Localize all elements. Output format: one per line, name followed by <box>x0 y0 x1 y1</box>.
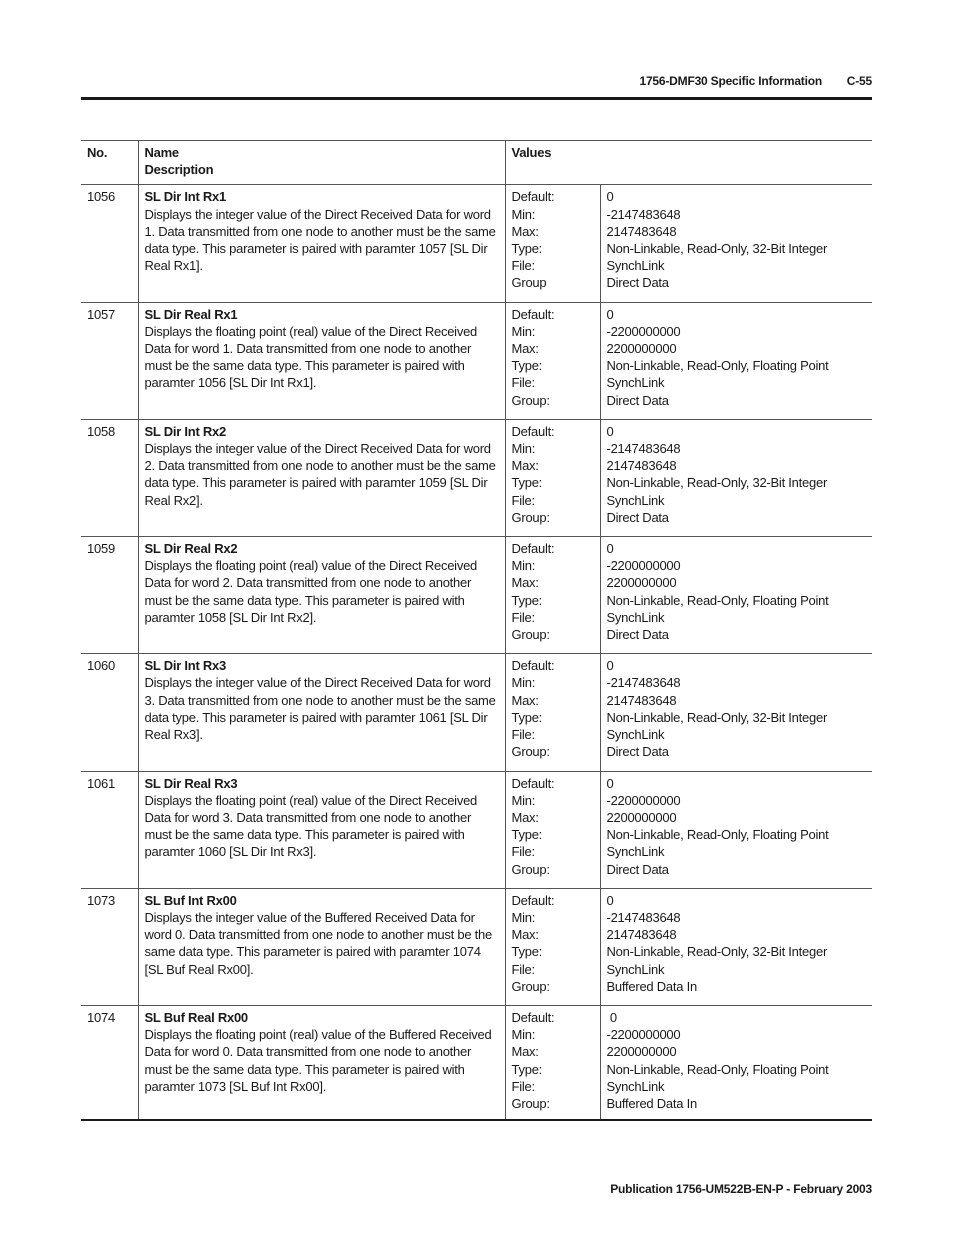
value-label: Min: <box>511 558 536 574</box>
value-text: Direct Data <box>606 275 669 291</box>
value-label: File: <box>511 727 535 743</box>
value-label: File: <box>511 609 535 625</box>
value-label: File: <box>511 492 535 508</box>
column-header-name <box>138 141 505 185</box>
parameter-table <box>81 140 872 1121</box>
value-label: Group: <box>511 744 550 760</box>
param-name: SL Dir Real Rx2 <box>144 541 238 557</box>
value-label: Type: <box>511 358 543 374</box>
value-text: 0 <box>606 775 614 791</box>
param-name-description <box>138 888 505 1005</box>
param-value-labels <box>505 537 600 654</box>
value-text: Non-Linkable, Read-Only, Floating Point <box>606 827 829 843</box>
param-name: SL Dir Real Rx1 <box>144 306 238 322</box>
value-text: SynchLink <box>606 961 665 977</box>
value-text: Non-Linkable, Read-Only, 32-Bit Integer <box>606 709 828 725</box>
column-header-values: Values <box>505 141 872 185</box>
value-label: File: <box>511 375 535 391</box>
param-number: 1056 <box>81 185 138 302</box>
param-description: Displays the floating point (real) value of the Direct Received Data for word 2. Data transmitted from one node to another must be the same data type. This parameter is paired with paramter 1058 [SL Dir Int Rx2]. <box>144 558 478 625</box>
param-number: 1073 <box>81 888 138 1005</box>
param-value-labels <box>505 1005 600 1120</box>
param-description: Displays the integer value of the Direct Received Data for word 2. Data transmitted from one node to another must be the same data type. This parameter is paired with paramter 1059 [SL Dir Real Rx2]. <box>144 441 496 508</box>
value-text: Non-Linkable, Read-Only, Floating Point <box>606 1061 829 1077</box>
param-value-labels <box>505 888 600 1005</box>
param-values <box>600 771 872 888</box>
value-label: Group: <box>511 627 550 643</box>
table-row <box>81 771 872 888</box>
param-name: SL Dir Real Rx3 <box>144 775 238 791</box>
value-label: Min: <box>511 323 536 339</box>
column-header-no: No. <box>81 141 138 185</box>
value-text: -2200000000 <box>606 558 681 574</box>
value-label: Max: <box>511 927 539 943</box>
param-description: Displays the integer value of the Direct Received Data for word 3. Data transmitted from one node to another must be the same data type. This parameter is paired with paramter 1061 [SL Dir Real Rx3]. <box>144 675 496 743</box>
value-label: Default: <box>511 892 555 908</box>
value-text: -2147483648 <box>606 206 681 222</box>
param-values <box>600 302 872 419</box>
param-name-description <box>138 654 505 771</box>
value-label: Max: <box>511 575 539 591</box>
value-text: Direct Data <box>606 627 669 643</box>
value-label: Min: <box>511 909 536 925</box>
value-text: Non-Linkable, Read-Only, 32-Bit Integer <box>606 944 828 960</box>
table-header-row <box>81 141 872 185</box>
value-text: SynchLink <box>606 609 665 625</box>
param-number: 1061 <box>81 771 138 888</box>
value-text: Buffered Data In <box>606 1095 697 1111</box>
value-text: -2147483648 <box>606 675 681 691</box>
param-name-description <box>138 537 505 654</box>
param-value-labels <box>505 771 600 888</box>
value-text: 0 <box>606 541 614 557</box>
value-text: SynchLink <box>606 844 665 860</box>
value-label: Type: <box>511 827 543 843</box>
param-values <box>600 419 872 536</box>
value-text: Non-Linkable, Read-Only, Floating Point <box>606 358 829 374</box>
value-text: 2147483648 <box>606 223 677 239</box>
value-text: 2147483648 <box>606 692 677 708</box>
param-value-labels <box>505 302 600 419</box>
param-name: SL Dir Int Rx2 <box>144 423 227 439</box>
value-label: Min: <box>511 675 536 691</box>
table-row <box>81 888 872 1005</box>
value-label: Max: <box>511 692 539 708</box>
value-label: Group: <box>511 509 550 525</box>
value-text: 0 <box>606 189 614 205</box>
value-label: Type: <box>511 241 543 257</box>
value-text: Direct Data <box>606 392 669 408</box>
param-values <box>600 537 872 654</box>
table-row <box>81 1005 872 1120</box>
value-label: Group: <box>511 1095 550 1111</box>
value-text: Non-Linkable, Read-Only, 32-Bit Integer <box>606 241 828 257</box>
value-text: Direct Data <box>606 744 669 760</box>
value-label: Default: <box>511 658 555 674</box>
param-number: 1058 <box>81 419 138 536</box>
value-text: -2200000000 <box>606 792 681 808</box>
value-label: Min: <box>511 441 536 457</box>
param-value-labels <box>505 419 600 536</box>
param-number: 1074 <box>81 1005 138 1120</box>
value-label: Default: <box>511 189 555 205</box>
param-description: Displays the integer value of the Direct Received Data for word 1. Data transmitted from one node to another must be the same data type. This parameter is paired with paramter 1057 [SL Dir Real Rx1]. <box>144 206 496 274</box>
value-text: Non-Linkable, Read-Only, 32-Bit Integer <box>606 475 828 491</box>
param-number: 1060 <box>81 654 138 771</box>
param-description: Displays the floating point (real) value of the Buffered Received Data for word 0. Data transmitted from one node to another must be the same data type. This parameter is paired with paramter 1073 [SL Buf Int Rx00]. <box>144 1027 492 1094</box>
param-name: SL Buf Real Rx00 <box>144 1009 248 1025</box>
value-label: Max: <box>511 458 539 474</box>
param-name: SL Buf Int Rx00 <box>144 892 237 908</box>
value-label: Group: <box>511 861 550 877</box>
value-text: Direct Data <box>606 509 669 525</box>
table-row <box>81 537 872 654</box>
value-label: Group: <box>511 392 550 408</box>
value-label: Default: <box>511 775 555 791</box>
table-row <box>81 419 872 536</box>
value-text: 2200000000 <box>606 809 677 825</box>
value-label: Group <box>511 275 547 291</box>
value-label: Type: <box>511 592 543 608</box>
value-text: -2147483648 <box>606 909 681 925</box>
value-text: Direct Data <box>606 861 669 877</box>
column-header-description-label: Description <box>144 162 214 178</box>
value-label: Default: <box>511 541 555 557</box>
param-values <box>600 888 872 1005</box>
param-name: SL Dir Int Rx1 <box>144 189 227 205</box>
value-label: Default: <box>511 1009 555 1025</box>
value-label: Min: <box>511 792 536 808</box>
param-name-description <box>138 419 505 536</box>
value-text: SynchLink <box>606 1078 665 1094</box>
value-text: 2147483648 <box>606 458 677 474</box>
param-values <box>600 185 872 302</box>
section-title: 1756-DMF30 Specific Information <box>639 74 822 88</box>
value-label: File: <box>511 258 535 274</box>
param-number: 1059 <box>81 537 138 654</box>
param-values <box>600 1005 872 1120</box>
param-description: Displays the floating point (real) value of the Direct Received Data for word 3. Data transmitted from one node to another must be the same data type. This parameter is paired with paramter 1060 [SL Dir Int Rx3]. <box>144 792 478 860</box>
column-header-name-label: Name <box>144 145 179 160</box>
param-name: SL Dir Int Rx3 <box>144 658 227 674</box>
value-text: 0 <box>606 306 614 322</box>
param-name-description <box>138 302 505 419</box>
table-row <box>81 185 872 302</box>
param-name-description <box>138 771 505 888</box>
value-text: 2200000000 <box>606 341 677 357</box>
value-label: Min: <box>511 206 536 222</box>
value-label: Type: <box>511 1061 543 1077</box>
value-label: Min: <box>511 1027 536 1043</box>
value-text: 2147483648 <box>606 927 677 943</box>
value-label: Type: <box>511 475 543 491</box>
value-text: 0 <box>606 1009 617 1025</box>
page-number: C-55 <box>846 74 872 88</box>
value-label: Max: <box>511 809 539 825</box>
value-label: Group: <box>511 978 550 994</box>
value-label: Max: <box>511 223 539 239</box>
value-text: 0 <box>606 892 614 908</box>
value-text: 2200000000 <box>606 575 677 591</box>
param-value-labels <box>505 654 600 771</box>
param-name-description <box>138 1005 505 1120</box>
value-label: Max: <box>511 341 539 357</box>
value-label: File: <box>511 961 535 977</box>
value-label: Type: <box>511 709 543 725</box>
value-text: SynchLink <box>606 727 665 743</box>
value-text: 0 <box>606 658 614 674</box>
table-row <box>81 654 872 771</box>
publication-footer: Publication 1756-UM522B-EN-P - February 2003 <box>610 1182 872 1196</box>
value-text: Buffered Data In <box>606 978 697 994</box>
param-name-description <box>138 185 505 302</box>
value-label: Default: <box>511 306 555 322</box>
param-description: Displays the integer value of the Buffered Received Data for word 0. Data transmitted from one node to another must be the same data type. This parameter is paired with paramter 1074 [SL Buf Real Rx00]. <box>144 909 493 977</box>
value-text: SynchLink <box>606 492 665 508</box>
param-values <box>600 654 872 771</box>
table-row <box>81 302 872 419</box>
param-description: Displays the floating point (real) value of the Direct Received Data for word 1. Data transmitted from one node to another must be the same data type. This parameter is paired with paramter 1056 [SL Dir Int Rx1]. <box>144 323 478 391</box>
value-text: Non-Linkable, Read-Only, Floating Point <box>606 592 829 608</box>
value-text: SynchLink <box>606 375 665 391</box>
param-number: 1057 <box>81 302 138 419</box>
header-rule <box>81 97 872 100</box>
value-text: -2200000000 <box>606 1027 681 1043</box>
value-label: File: <box>511 1078 535 1094</box>
value-label: Default: <box>511 423 555 439</box>
value-label: Type: <box>511 944 543 960</box>
param-value-labels <box>505 185 600 302</box>
value-text: -2147483648 <box>606 441 681 457</box>
parameter-rows <box>81 185 872 1120</box>
value-text: SynchLink <box>606 258 665 274</box>
value-text: 0 <box>606 423 614 439</box>
value-text: -2200000000 <box>606 323 681 339</box>
value-label: Max: <box>511 1044 539 1060</box>
value-text: 2200000000 <box>606 1044 677 1060</box>
value-label: File: <box>511 844 535 860</box>
